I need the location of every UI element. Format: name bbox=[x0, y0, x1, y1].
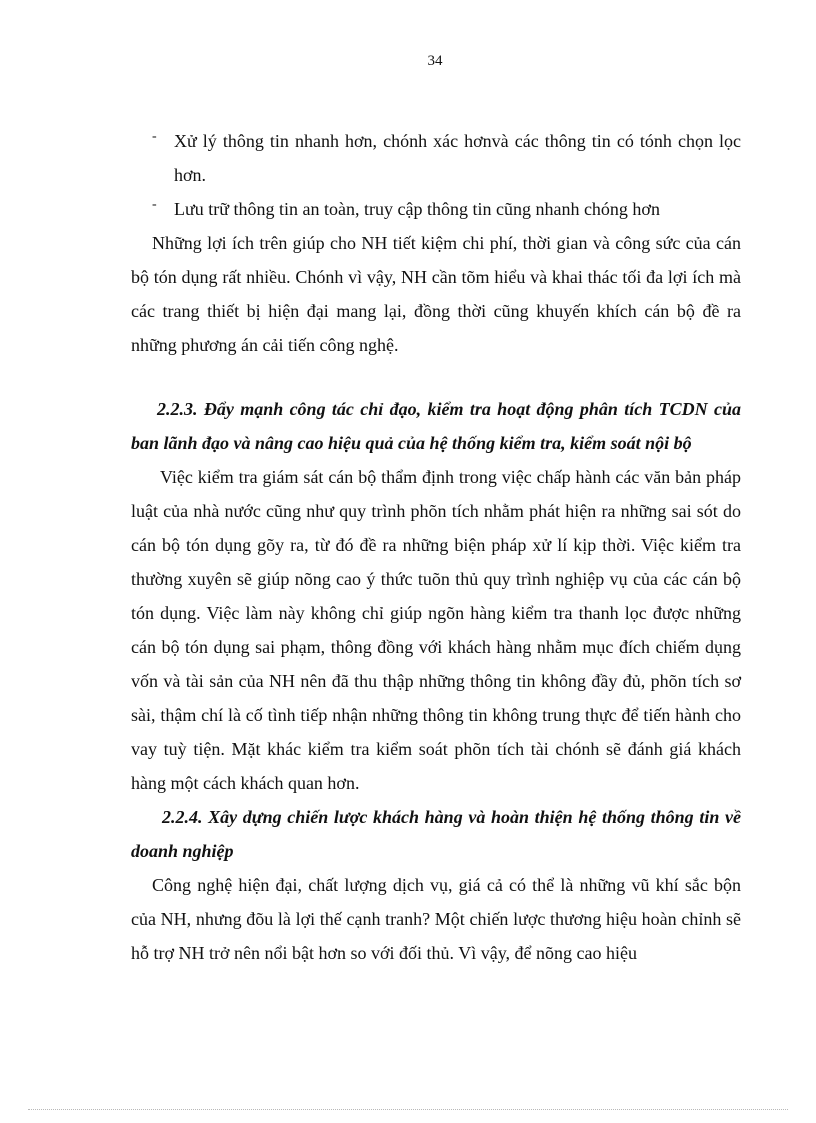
bullet-text: Xử lý thông tin nhanh hơn, chónh xác hơnvà các thông tin có tónh chọn lọc hơn. bbox=[174, 131, 741, 185]
bullet-mark: - bbox=[152, 129, 157, 144]
page-body bbox=[131, 124, 741, 970]
paragraph: Những lợi ích trên giúp cho NH tiết kiệm chi phí, thời gian và công sức của cán bộ tón dụng rất nhiều. Chónh vì vậy, NH cần tõm hiểu và khai thác tối đa lợi ích mà các trang thiết bị hiện đại mang lại, đồng thời cũng khuyến khích cán bộ đề ra những phương án cải tiến công nghệ. bbox=[131, 233, 741, 355]
paragraph: Công nghệ hiện đại, chất lượng dịch vụ, giá cả có thể là những vũ khí sắc bộn của NH, nhưng đõu là lợi thế cạnh tranh? Một chiến lược thương hiệu hoàn chỉnh sẽ hỗ trợ NH trở nên nổi bật hơn so với đối thủ. Vì vậy, để nõng cao hiệu bbox=[131, 875, 741, 963]
bullet-item bbox=[131, 192, 741, 226]
bullet-item bbox=[131, 124, 741, 192]
section-heading-2-2-3: 2.2.3. Đẩy mạnh công tác chỉ đạo, kiểm tra hoạt động phân tích TCDN của ban lãnh đạo và nâng cao hiệu quả của hệ thống kiểm tra, kiểm soát nội bộ bbox=[131, 399, 741, 453]
bullet-mark: - bbox=[152, 197, 157, 212]
footer-divider bbox=[28, 1109, 788, 1110]
paragraph: Việc kiểm tra giám sát cán bộ thẩm định trong việc chấp hành các văn bản pháp luật của nhà nước cũng như quy trình phõn tích nhằm phát hiện ra những sai sót do cán bộ tón dụng gõy ra, từ đó đề ra những biện pháp xử lí kịp thời. Việc kiểm tra thường xuyên sẽ giúp nõng cao ý thức tuõn thủ quy trình nghiệp vụ của các cán bộ tón dụng. Việc làm này không chỉ giúp ngõn hàng kiểm tra thanh lọc được những cán bộ tón dụng sai phạm, thông đồng với khách hàng nhằm mục đích chiếm dụng vốn và tài sản của NH nên đã thu thập những thông tin không đầy đủ, phõn tích sơ sài, thậm chí là cố tình tiếp nhận những thông tin không trung thực để tiến hành cho vay tuỳ tiện. Mặt khác kiểm tra kiểm soát phõn tích tài chónh sẽ đánh giá khách hàng một cách khách quan hơn. bbox=[131, 467, 741, 793]
bullet-text: Lưu trữ thông tin an toàn, truy cập thông tin cũng nhanh chóng hơn bbox=[174, 199, 660, 219]
page-number: 34 bbox=[427, 53, 443, 69]
section-heading-2-2-4: 2.2.4. Xây dựng chiến lược khách hàng và hoàn thiện hệ thống thông tin về doanh nghiệp bbox=[131, 807, 741, 861]
